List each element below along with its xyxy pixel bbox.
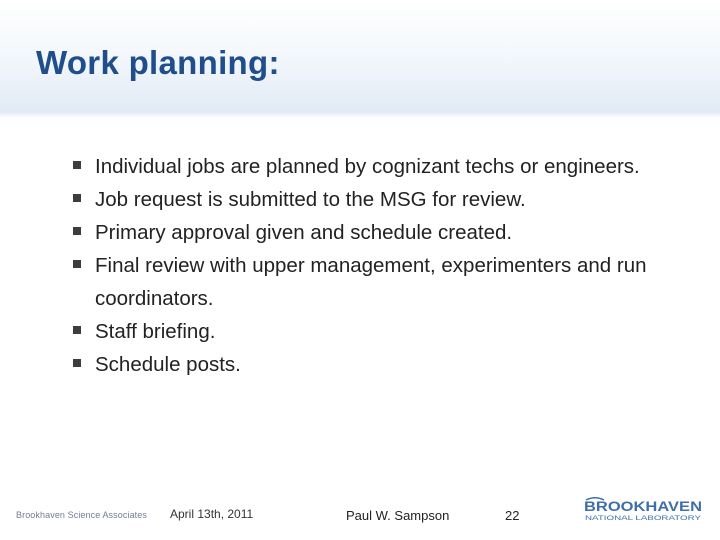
- bullet-item: [70, 249, 670, 315]
- bullet-item: [70, 348, 670, 381]
- bullet-list: [70, 150, 670, 381]
- square-bullet-icon: [73, 260, 81, 268]
- logo-name: BROOKHAVEN: [584, 499, 702, 514]
- bullet-item: [70, 183, 670, 216]
- footer-organization: Brookhaven Science Associates: [16, 510, 147, 520]
- bullet-text: Final review with upper management, experimenters and run coordinators.: [95, 254, 647, 310]
- square-bullet-icon: [73, 194, 81, 202]
- bullet-item: [70, 150, 670, 183]
- square-bullet-icon: [73, 161, 81, 169]
- bullet-text: Primary approval given and schedule created.: [95, 221, 513, 244]
- logo-subtitle: NATIONAL LABORATORY: [585, 515, 702, 522]
- footer-presenter: Paul W. Sampson: [346, 508, 450, 523]
- page-number: 22: [505, 508, 520, 523]
- bullet-item: [70, 216, 670, 249]
- brookhaven-logo: [580, 497, 706, 523]
- bullet-text: Staff briefing.: [95, 320, 216, 343]
- square-bullet-icon: [73, 227, 81, 235]
- bullet-text: Individual jobs are planned by cognizant techs or engineers.: [95, 155, 640, 178]
- square-bullet-icon: [73, 326, 81, 334]
- bullet-item: [70, 315, 670, 348]
- footer-date: April 13th, 2011: [170, 507, 254, 521]
- slide-title: Work planning:: [36, 44, 280, 81]
- bullet-text: Job request is submitted to the MSG for review.: [95, 188, 526, 211]
- bullet-text: Schedule posts.: [95, 353, 241, 376]
- square-bullet-icon: [73, 359, 81, 367]
